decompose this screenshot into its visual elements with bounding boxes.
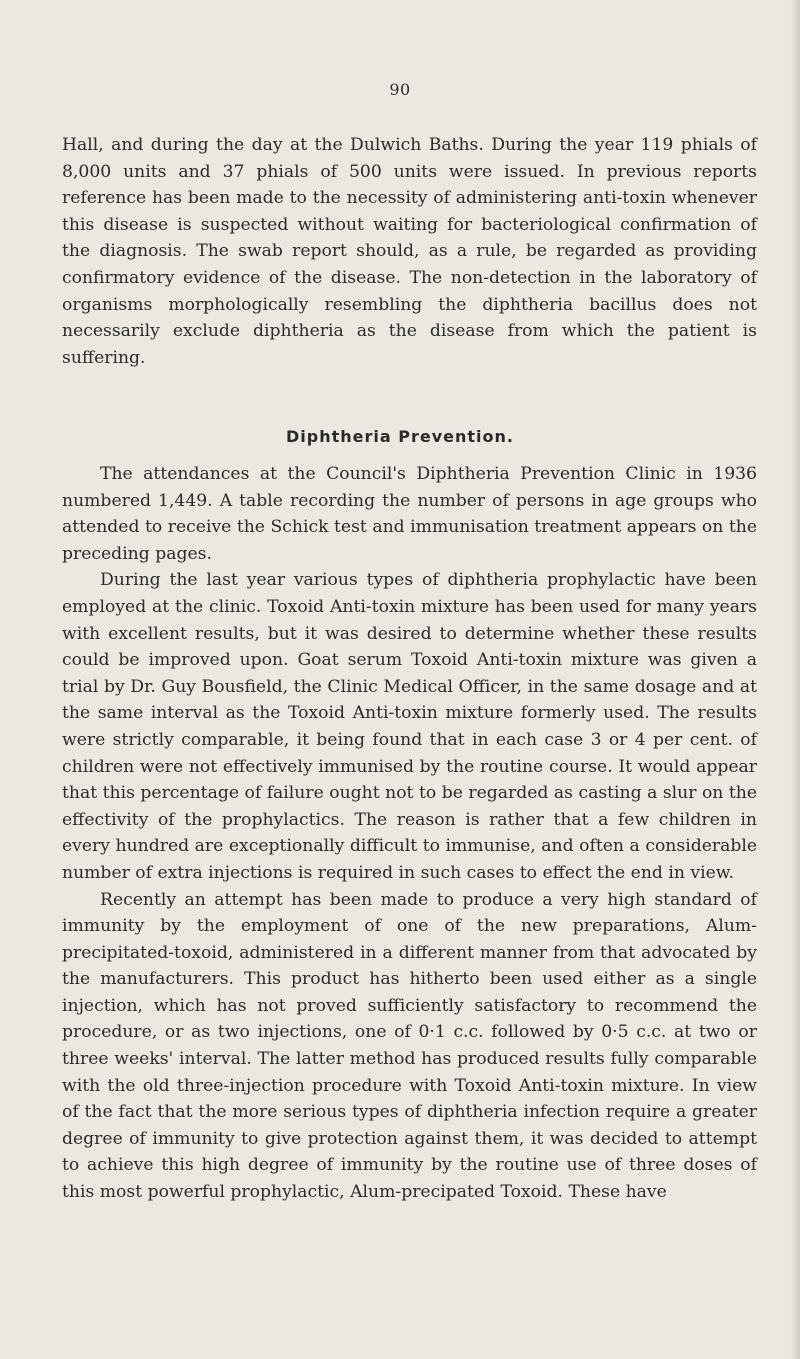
- intro-paragraph: Hall, and during the day at the Dulwich Baths. During the year 119 phials of 8,000 units and 37 phials of 500 units were issued. In previous reports reference has been made to the necessity of administering anti-toxin whenever this disease is suspected without waiting for bacteriological confirmation of the diagnosis. The swab report should, as a rule, be regarded as providing confirmatory evidence of the disease. The non-detection in the laboratory of organisms morphologically resembling the diphtheria bacillus does not necessarily exclude diphtheria as the disease from which the patient is suffering.: [62, 135, 757, 368]
- section-paragraph: During the last year various types of diphtheria prophylactic have been employed at the clinic. Toxoid Anti-toxin mixture has been used for many years with excellent results, but it was desired to determine whether these results could be improved upon. Goat serum Toxoid Anti-toxin mixture was given a trial by Dr. Guy Bousfield, the Clinic Medical Officer, in the same dosage and at the same interval as the Toxoid Anti-toxin mixture formerly used. The results were strictly comparable, it being found that in each case 3 or 4 per cent. of children were not effectively immunised by the routine course. It would appear that this percentage of failure ought not to be regarded as casting a slur on the effectivity of the prophylactics. The reason is rather that a few children in every hundred are exceptionally difficult to immunise, and often a considerable number of extra injections is required in such cases to effect the end in view.: [62, 570, 757, 883]
- section-paragraph: The attendances at the Council's Diphtheria Prevention Clinic in 1936 numbered 1,449. A table recording the number of persons in age groups who attended to receive the Schick test and immunisation treatment appears on the preceding pages.: [62, 464, 757, 564]
- section-heading: Diphtheria Prevention.: [286, 427, 514, 446]
- section-body: [62, 461, 757, 1206]
- page-edge-shadow: [790, 0, 800, 1359]
- page-number: 90: [389, 80, 411, 99]
- section-paragraph: Recently an attempt has been made to produce a very high standard of immunity by the employment of one of the new preparations, Alum-precipitated-toxoid, administered in a different manner from that advocated by the manufacturers. This product has hitherto been used either as a single injection, which has not proved sufficiently satisfactory to recommend the procedure, or as two injections, one of 0·1 c.c. followed by 0·5 c.c. at two or three weeks' interval. The latter method has produced results fully comparable with the old three-injection procedure with Toxoid Anti-toxin mixture. In view of the fact that the more serious types of diphtheria infection require a greater degree of immunity to give protection against them, it was decided to attempt to achieve this high degree of immunity by the routine use of three doses of this most powerful prophylactic, Alum-precipated Toxoid. These have: [62, 889, 757, 1203]
